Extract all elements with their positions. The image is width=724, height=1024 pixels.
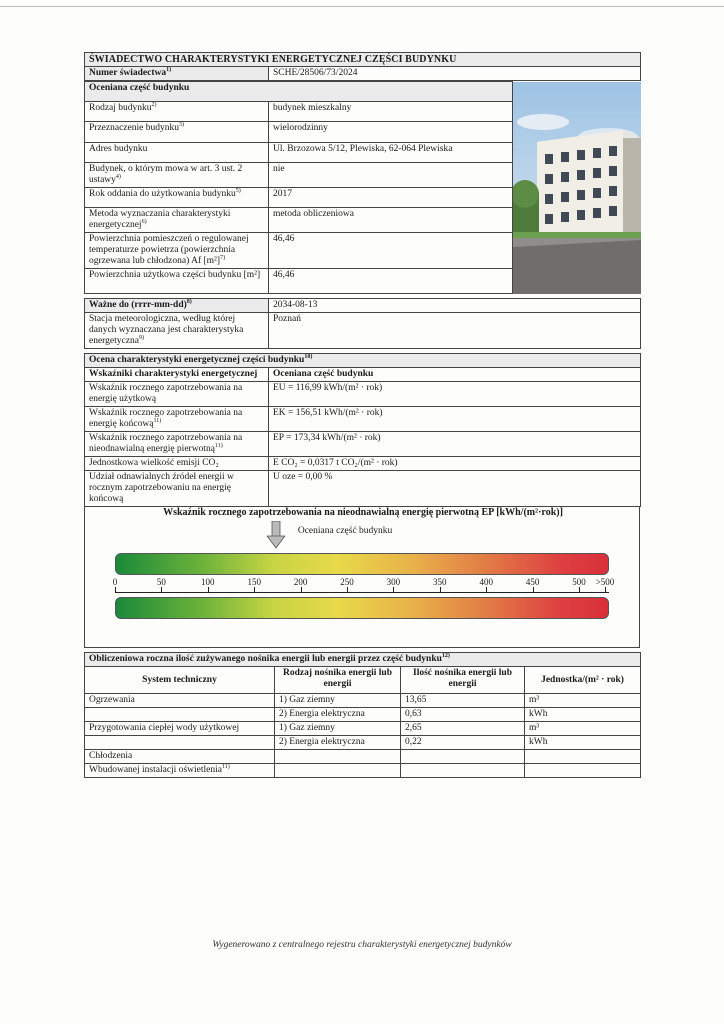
assessed-row-value: nie [269, 162, 513, 187]
carriers-unit: kWh [525, 708, 641, 722]
assessed-part-table [84, 81, 641, 294]
assessed-row-label: Metoda wyznaczania charakterystyki energetycznej$^{6)}$ [85, 208, 269, 233]
ep-tick-mark [208, 587, 209, 592]
carriers-col-unit: Jednostka/(m² · rok) [525, 667, 641, 694]
carriers-carrier: 1) Gaz ziemny [275, 722, 401, 736]
certificate-number-value: SCHE/28506/73/2024 [269, 67, 641, 81]
carriers-unit [525, 750, 641, 764]
ep-tick-mark [605, 587, 606, 592]
rating-row-value: U oze = 0,00 % [269, 471, 641, 507]
ep-tick-label: 500 [572, 577, 586, 587]
certificate-number-label: Numer świadectwa$^{1)}$ [85, 67, 269, 81]
assessed-row-value: 46,46 [269, 233, 513, 269]
carriers-col-carrier: Rodzaj nośnika energii lub energii [275, 667, 401, 694]
ep-tick-label: 200 [293, 577, 308, 587]
header-table [84, 52, 641, 81]
assessed-row-label: Powierzchnia użytkowa części budynku [m²] [85, 269, 269, 294]
rating-header: Ocena charakterystyki energetycznej części budynku$^{10)}$ [85, 354, 641, 368]
carriers-carrier: 2) Energia elektryczna [275, 736, 401, 750]
carriers-system [85, 736, 275, 750]
rating-row-label: Wskaźnik rocznego zapotrzebowania na nieodnawialną energię pierwotną$^{11)}$ [85, 432, 269, 457]
carriers-system [85, 708, 275, 722]
assessed-row-label: Rok oddania do użytkowania budynku$^{5)}$ [85, 187, 269, 207]
rating-table [84, 353, 641, 507]
ep-tick-mark [486, 587, 487, 592]
assessed-row-label: Adres budynku [85, 142, 269, 162]
carriers-carrier [275, 764, 401, 778]
rating-row-label: Wskaźnik rocznego zapotrzebowania na energię końcową$^{11)}$ [85, 407, 269, 432]
ep-tick-mark [254, 587, 255, 592]
station-label: Stacja meteorologiczna, według której danych wyznaczana jest charakterystyka energetyczna$^{9)}$ [85, 313, 269, 349]
energy-carriers-table [84, 652, 641, 778]
assessed-row-label: Rodzaj budynku$^{2)}$ [85, 102, 269, 122]
carriers-system: Przygotowania ciepłej wody użytkowej [85, 722, 275, 736]
rating-row [85, 407, 641, 432]
carriers-amount [401, 750, 525, 764]
carriers-row [85, 708, 641, 722]
rating-row-label: Jednostkowa wielkość emisji CO₂ [85, 457, 269, 471]
ep-tick-mark [393, 587, 394, 592]
building-photo [513, 82, 641, 294]
assessed-row-value: metoda obliczeniowa [269, 208, 513, 233]
ep-scale [84, 507, 640, 643]
carriers-system: Wbudowanej instalacji oświetlenia$^{11)}$ [85, 764, 275, 778]
ep-axis-line [115, 592, 609, 593]
ep-tick-label: 300 [386, 577, 401, 587]
assessed-row-label: Powierzchnia pomieszczeń o regulowanej temperaturze powietrza (powierzchnia ogrzewana lub chłodzona) Af $[m^2]^{7)}$ [85, 233, 269, 269]
assessed-row-value: 46,46 [269, 269, 513, 294]
ep-tick-label: >500 [595, 577, 615, 587]
valid-until-label: Ważne do (rrrr-mm-dd)$^{8)}$ [85, 299, 269, 313]
carriers-row [85, 722, 641, 736]
ep-tick-mark [347, 587, 348, 592]
certificate-document [84, 52, 640, 778]
assessed-row-value: Ul. Brzozowa 5/12, Plewiska, 62-064 Plewiska [269, 142, 513, 162]
carriers-col-system: System techniczny [85, 667, 275, 694]
ep-scale-bar-top [115, 553, 609, 575]
rating-row [85, 471, 641, 507]
valid-until-value: 2034-08-13 [269, 299, 641, 313]
ep-marker-label: Oceniana część budynku [297, 526, 393, 536]
ep-tick-label: 400 [479, 577, 493, 587]
carriers-unit [525, 764, 641, 778]
assessed-row-value: budynek mieszkalny [269, 102, 513, 122]
ep-scale-bar-bottom [115, 597, 609, 619]
ep-tick-mark [301, 587, 302, 592]
rating-row-label: Wskaźnik rocznego zapotrzebowania na energię użytkową [85, 382, 269, 407]
rating-row [85, 382, 641, 407]
building-photo-cell [513, 82, 641, 294]
carriers-unit: kWh [525, 736, 641, 750]
carriers-amount: 2,65 [401, 722, 525, 736]
footer-note: Wygenerowano z centralnego rejestru charakterystyki energetycznej budynków [212, 940, 512, 950]
carriers-system: Chłodzenia [85, 750, 275, 764]
ep-tick-mark [533, 587, 534, 592]
scale-spacer [84, 643, 640, 648]
carriers-row [85, 736, 641, 750]
rating-row-value: EK = 156,51 kWh/(m² · rok) [269, 407, 641, 432]
rating-col2-header: Oceniana część budynku [269, 368, 641, 382]
rating-col1-header: Wskaźniki charakterystyki energetycznej [85, 368, 269, 382]
carriers-system: Ogrzewania [85, 694, 275, 708]
carriers-unit: m³ [525, 722, 641, 736]
carriers-row [85, 764, 641, 778]
carriers-amount: 13,65 [401, 694, 525, 708]
scan-top-edge [0, 6, 724, 7]
carriers-unit: m³ [525, 694, 641, 708]
validity-table [84, 298, 641, 349]
carriers-header: Obliczeniowa roczna ilość zużywanego nośnika energii lub energii przez część budynku$^{12)}$ [85, 653, 641, 667]
carriers-row [85, 694, 641, 708]
ep-tick-label: 450 [525, 577, 540, 587]
carriers-amount: 0,63 [401, 708, 525, 722]
ep-tick-mark [440, 587, 441, 592]
carriers-carrier: 2) Energia elektryczna [275, 708, 401, 722]
carriers-carrier [275, 750, 401, 764]
rating-row-label: Udział odnawialnych źródeł energii w rocznym zapotrzebowaniu na energię końcową [85, 471, 269, 507]
rating-row [85, 457, 641, 471]
carriers-amount [401, 764, 525, 778]
ep-tick-label: 50 [156, 577, 166, 587]
rating-row-value: EP = 173,34 kWh/(m² · rok) [269, 432, 641, 457]
ep-marker-arrow-icon [267, 521, 285, 549]
assessed-row-label: Budynek, o którym mowa w art. 3 ust. 2 ustawy$^{4)}$ [85, 162, 269, 187]
ep-tick-label: 250 [340, 577, 354, 587]
carriers-amount: 0,22 [401, 736, 525, 750]
assessed-row-label: Przeznaczenie budynku$^{3)}$ [85, 122, 269, 142]
rating-row [85, 432, 641, 457]
carriers-carrier: 1) Gaz ziemny [275, 694, 401, 708]
carriers-row [85, 750, 641, 764]
rating-row-value: EU = 116,99 kWh/(m² · rok) [269, 382, 641, 407]
ep-scale-title: Wskaźnik rocznego zapotrzebowania na nieodnawialną energię pierwotną EP [kWh/(m²·rok)] [163, 507, 563, 518]
ep-tick-mark [161, 587, 162, 592]
carriers-col-amount: Ilość nośnika energii lub energii [401, 667, 525, 694]
document-title: ŚWIADECTWO CHARAKTERYSTYKI ENERGETYCZNEJ CZĘŚCI BUDYNKU [85, 53, 641, 67]
ep-tick-label: 350 [433, 577, 447, 587]
ep-tick-mark [579, 587, 580, 592]
station-value: Poznań [269, 313, 641, 349]
rating-row-value: E CO₂ = 0,0317 t CO₂/(m² · rok) [269, 457, 641, 471]
ep-tick-mark [115, 587, 116, 592]
assessed-row-value: 2017 [269, 187, 513, 207]
assessed-part-header: Oceniana część budynku [85, 82, 513, 102]
ep-tick-label: 100 [201, 577, 215, 587]
ep-tick-label: 0 [112, 577, 118, 587]
assessed-row-value: wielorodzinny [269, 122, 513, 142]
ep-scale-axis [112, 577, 615, 595]
ep-tick-label: 150 [247, 577, 261, 587]
